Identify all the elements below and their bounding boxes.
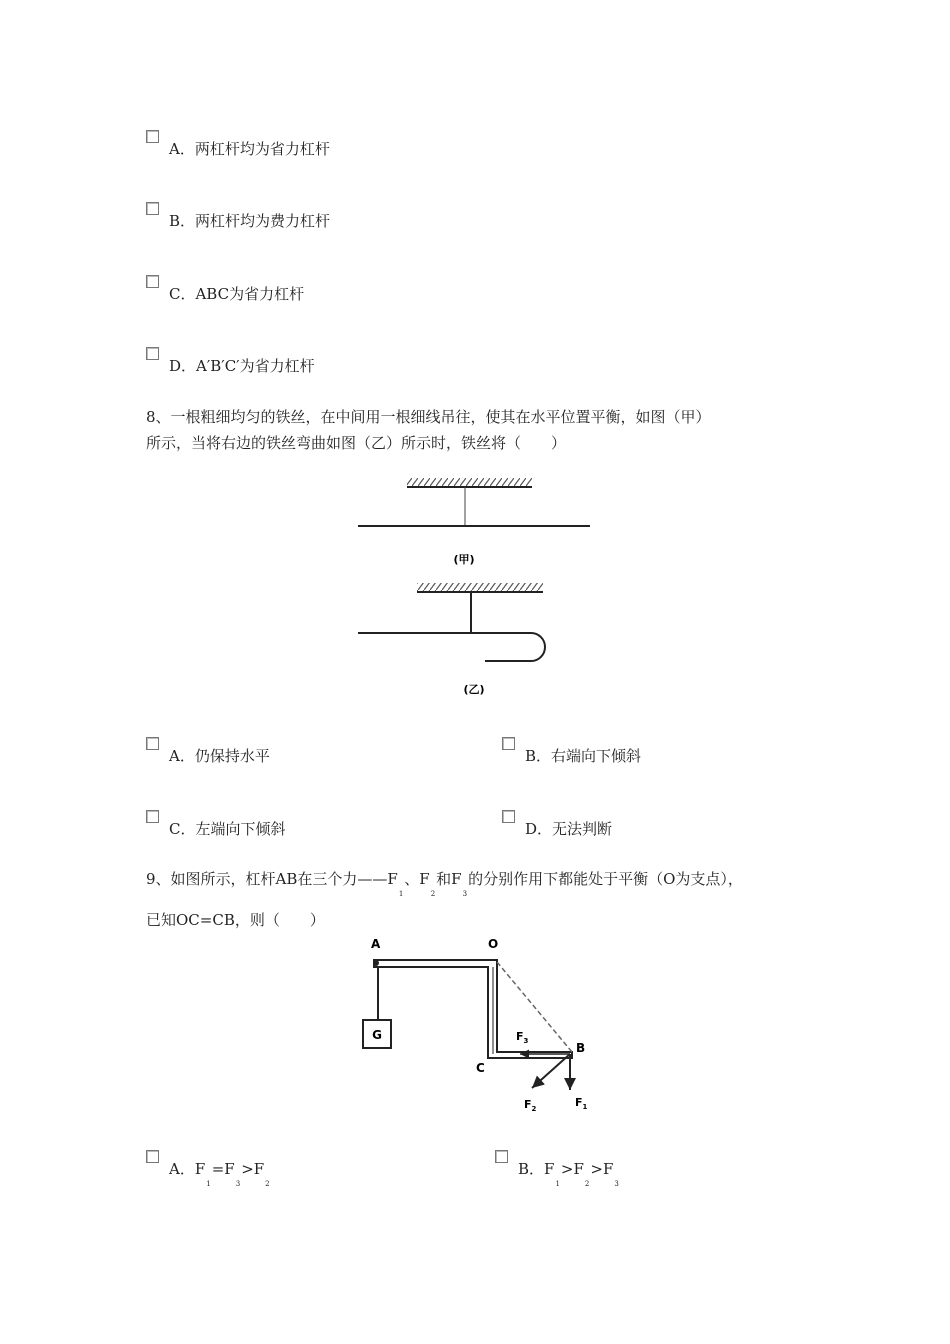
- q9-line2: 已知OC=CB，则（ ）: [146, 911, 325, 929]
- figure-jia: [358, 478, 590, 566]
- relation: >F: [241, 1160, 265, 1178]
- q7-option-b[interactable]: [146, 210, 330, 231]
- q9-text-part: 9、如图所示，杠杆AB在三个力——F: [146, 870, 398, 888]
- option-label: C．ABC为省力杠杆: [169, 285, 305, 303]
- caption-jia: (甲): [453, 553, 475, 566]
- checkbox[interactable]: [502, 737, 515, 750]
- q8-line2: 所示，当将右边的铁丝弯曲如图（乙）所示时，铁丝将（ ）: [146, 434, 567, 452]
- q9-stem: [146, 866, 826, 933]
- ceiling-hatch: [417, 583, 543, 592]
- option-label: [518, 1158, 620, 1188]
- q7-option-c[interactable]: [146, 283, 304, 304]
- subscript: 1: [398, 890, 404, 898]
- q8-figure: [340, 470, 610, 705]
- checkbox[interactable]: [146, 130, 159, 143]
- q9-line1: [146, 866, 826, 907]
- q7-option-a[interactable]: [146, 138, 330, 159]
- q8-option-a[interactable]: [146, 745, 270, 766]
- option-label: D．无法判断: [525, 820, 613, 838]
- q7-option-d[interactable]: [146, 355, 315, 376]
- subscript: 3: [235, 1180, 241, 1188]
- relation: >F: [560, 1160, 584, 1178]
- relation: >F: [590, 1160, 614, 1178]
- checkbox[interactable]: [146, 347, 159, 360]
- label-a: A: [371, 937, 381, 951]
- subscript: 2: [430, 890, 436, 898]
- f-symbol: F: [544, 1160, 555, 1178]
- label-o: O: [488, 937, 499, 951]
- label-f2: $F_2$: [524, 1098, 537, 1113]
- subscript: 3: [462, 890, 468, 898]
- q9-text-part: 和F: [436, 870, 462, 888]
- checkbox[interactable]: [146, 737, 159, 750]
- label-b: B: [576, 1041, 586, 1055]
- q8-option-d[interactable]: [502, 818, 612, 839]
- checkbox[interactable]: [146, 810, 159, 823]
- q8-option-c[interactable]: [146, 818, 285, 839]
- label-c: C: [476, 1061, 485, 1075]
- subscript: 1: [206, 1180, 211, 1188]
- f-symbol: F: [194, 1160, 206, 1178]
- label-f3: $F_3$: [516, 1030, 529, 1045]
- q8-stem: [146, 404, 826, 456]
- q9-option-a[interactable]: [146, 1158, 271, 1188]
- label-g: G: [372, 1028, 382, 1042]
- option-label: B．两杠杆均为费力杠杆: [169, 212, 331, 230]
- lever-outline: [374, 960, 572, 1058]
- subscript: 2: [584, 1180, 590, 1188]
- force-f2-arrow: [532, 1054, 570, 1088]
- subscript: 3: [614, 1180, 619, 1188]
- checkbox[interactable]: [146, 202, 159, 215]
- option-label: A．两杠杆均为省力杠杆: [169, 140, 330, 158]
- relation: =F: [211, 1160, 235, 1178]
- option-label: D．A′B′C′为省力杠杆: [169, 357, 315, 375]
- checkbox[interactable]: [146, 1150, 159, 1163]
- wire-bend: [531, 633, 545, 661]
- q9-text-part: 的分别作用下都能处于平衡（O为支点），: [468, 870, 743, 888]
- q8-option-b[interactable]: [502, 745, 641, 766]
- dashed-ob: [497, 962, 572, 1052]
- option-prefix: A．: [169, 1160, 195, 1178]
- option-label: [169, 1158, 271, 1188]
- ceiling-hatch: [407, 478, 532, 487]
- checkbox[interactable]: [502, 810, 515, 823]
- q9-option-b[interactable]: [495, 1158, 620, 1188]
- q9-text-part: 、F: [404, 870, 430, 888]
- label-f1: $F_1$: [575, 1096, 588, 1111]
- option-label: C．左端向下倾斜: [169, 820, 286, 838]
- point-a: [373, 960, 379, 966]
- figure-yi: [358, 583, 545, 696]
- caption-yi: (乙): [463, 683, 485, 696]
- subscript: 1: [555, 1180, 560, 1188]
- subscript: 2: [265, 1180, 270, 1188]
- checkbox[interactable]: [146, 275, 159, 288]
- q8-line1: 8、一根粗细均匀的铁丝，在中间用一根细线吊往，使其在水平位置平衡，如图（甲）: [146, 408, 711, 426]
- q9-figure: [350, 930, 610, 1120]
- option-label: B．右端向下倾斜: [525, 747, 642, 765]
- option-prefix: B．: [518, 1160, 545, 1178]
- option-label: A．仍保持水平: [169, 747, 270, 765]
- checkbox[interactable]: [495, 1150, 508, 1163]
